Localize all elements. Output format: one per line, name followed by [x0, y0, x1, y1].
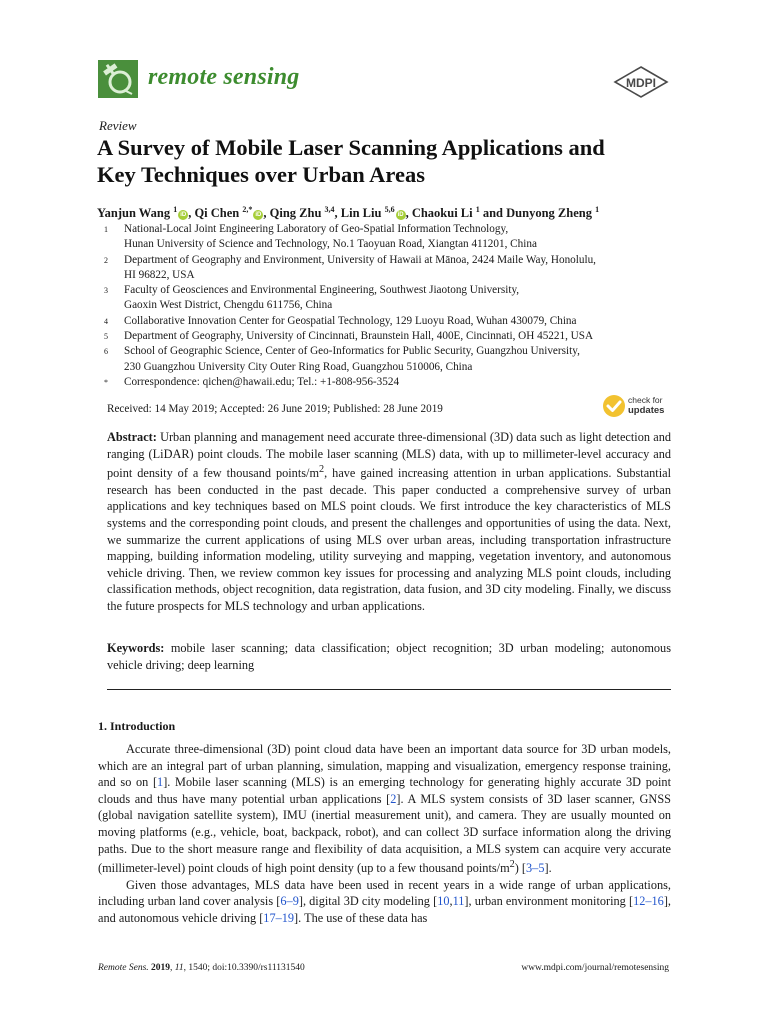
author-affiliation-marker: 1: [595, 205, 600, 214]
affiliation-item: [104, 283, 684, 314]
reference-link[interactable]: 1: [157, 775, 164, 790]
affiliation-text: [124, 375, 684, 390]
journal-name: remote sensing: [148, 64, 300, 90]
body-text: ], and autonomous vehicle driving [: [98, 894, 671, 926]
section-heading: 1. Introduction: [98, 719, 176, 733]
author-name: Lin Liu: [340, 206, 385, 221]
reference-link[interactable]: 11: [452, 894, 465, 909]
abstract-text-1: Urban planning and management need accurate three-dimensional (3D) data such as light detection and ranging (LiDAR) point clouds. The mobile laser scanning (MLS) data, with up to millimeter-level accuracy and point density of a few thousand points/m: [107, 430, 671, 481]
article-type: Review: [99, 118, 137, 133]
title-line-2: Key Techniques over Urban Areas: [97, 162, 425, 187]
author-list: [97, 205, 697, 221]
affiliation-item: [104, 329, 684, 344]
reference-link[interactable]: 17–19: [263, 911, 295, 926]
author-separator: ,: [405, 206, 412, 221]
author-name: Chaokui Li: [411, 206, 476, 221]
affiliation-number: *: [104, 377, 108, 387]
affiliation-text: [124, 329, 684, 344]
body-text: ], digital 3D city modeling [: [298, 894, 438, 909]
author-name: Qing Zhu: [269, 206, 325, 221]
abstract-sup: 2: [319, 464, 325, 476]
affiliation-item: [104, 344, 684, 375]
body-text: ,: [449, 894, 453, 909]
author-affiliation-marker: 5,6: [384, 205, 395, 214]
citation-footer: Remote Sens. 2019, 11, 1540; doi:10.3390/rs11131540: [98, 963, 305, 973]
paper-title: [97, 134, 687, 188]
affiliation-line: 230 Guangzhou University City Outer Ring Road, Guangzhou 510006, China: [124, 360, 473, 373]
affiliation-text: [124, 222, 684, 253]
affiliation-item: [104, 222, 684, 253]
keywords-text: mobile laser scanning; data classification; object recognition; 3D urban modeling; autonomous vehicle driving; deep learning: [107, 641, 671, 672]
journal-logo-icon: [98, 60, 138, 98]
affiliation-text: [124, 344, 684, 375]
author-separator: ,: [188, 206, 195, 221]
author-name: Dunyong Zheng: [506, 206, 596, 221]
orcid-icon[interactable]: iD: [180, 212, 187, 219]
affiliation-line: School of Geographic Science, Center of Geo-Informatics for Public Security, Guangzhou University,: [124, 345, 580, 358]
abstract-label: Abstract:: [107, 430, 157, 444]
author-affiliation-marker: 3,4: [324, 205, 335, 214]
body-text: Given those advantages, MLS data have been used in recent years in a wide range of urban applications, including urban land cover analysis [: [98, 877, 671, 909]
affiliation-line: Hunan University of Science and Technology, No.1 Taoyuan Road, Xiangtan 411201, China: [124, 238, 537, 251]
affiliation-number: 1: [104, 225, 108, 234]
affiliation-text: [124, 253, 684, 284]
superscript: 2: [509, 859, 515, 871]
author-affiliation-marker: 2,*: [242, 205, 253, 214]
affiliation-line: Department of Geography and Environment, University of Hawaii at Mānoa, 2424 Maile Way, Honolulu,: [124, 253, 596, 266]
paragraph-2: [98, 877, 671, 927]
introduction-body: [98, 741, 671, 927]
affiliation-text: [124, 283, 684, 314]
reference-link[interactable]: 2: [390, 791, 397, 806]
affiliation-item: [104, 314, 684, 329]
body-text: ], urban environment monitoring [: [464, 894, 634, 909]
author-affiliation-marker: 1: [475, 205, 480, 214]
affiliation-number: 3: [104, 286, 108, 296]
mdpi-logo-icon: [613, 66, 669, 98]
paragraph-1: [98, 741, 671, 877]
body-text: ]. The use of these data has: [294, 911, 428, 926]
body-text: ].: [544, 861, 552, 876]
reference-link[interactable]: 12–16: [633, 894, 664, 909]
check-updates-icon: [602, 394, 626, 418]
keywords: [107, 640, 671, 673]
body-text: ) [: [514, 861, 527, 876]
reference-link[interactable]: 6–9: [280, 894, 299, 909]
affiliation-line: Correspondence: qichen@hawaii.edu; Tel.: +1-808-956-3524: [124, 375, 400, 388]
affiliation-line: Gaoxin West District, Chengdu 611756, China: [124, 299, 333, 312]
author-name: Qi Chen: [194, 206, 243, 221]
body-text: Accurate three-dimensional (3D) point cloud data have been an important data source for 3D urban models, which are an integral part of urban planning, simulation, mapping and visualization, emergency response training, and so on [: [98, 742, 671, 790]
publication-dates: Received: 14 May 2019; Accepted: 26 June 2019; Published: 28 June 2019: [107, 403, 443, 415]
affiliation-text: [124, 314, 684, 329]
affiliation-line: Faculty of Geosciences and Environmental Engineering, Southwest Jiaotong University,: [124, 284, 520, 297]
affiliation-number: 4: [104, 316, 108, 326]
affiliation-number: 2: [104, 255, 108, 265]
author-affiliation-marker: 1: [173, 205, 178, 214]
affiliation-line: National-Local Joint Engineering Laboratory of Geo-Spatial Information Technology,: [124, 223, 509, 235]
check-updates-label: check for updates: [628, 395, 665, 416]
affiliation-number: 6: [104, 347, 108, 357]
author-name: Yanjun Wang: [97, 206, 174, 221]
affiliation-number: 5: [104, 332, 108, 342]
reference-link[interactable]: 3–5: [526, 861, 545, 876]
keywords-label: Keywords:: [107, 641, 165, 655]
affiliation-line: Department of Geography, University of Cincinnati, Braunstein Hall, 400E, Cincinnati, OH 45221, USA: [124, 330, 594, 343]
author-separator: ,: [263, 206, 270, 221]
publisher-name: MDPI: [626, 76, 656, 90]
body-text: ]. Mobile laser scanning (MLS) is an emerging technology for generating highly accurate 3D point clouds and thus have many potential urban applications [: [98, 775, 671, 806]
orcid-icon[interactable]: iD: [255, 212, 262, 219]
author-separator: and: [479, 206, 507, 221]
body-text: ]. A MLS system consists of 3D laser scanner, GNSS (global navigation satellite system), IMU (inertial measurement unit), and camera. They are usually mounted on moving platforms (e.g., vehicle, boat, backpack, robot), and can collect 3D surface information along the driving paths. Due to the short measure range and flexibility of data acquisition, a MLS system can acquire very accurate (millimeter-level) point clouds of high point density (up to a few thousand points/m: [98, 791, 671, 876]
title-line-1: A Survey of Mobile Laser Scanning Applications and: [97, 135, 605, 160]
abstract: [107, 429, 671, 615]
affiliation-item: [104, 375, 684, 390]
affiliation-list: [104, 222, 684, 390]
affiliation-line: Collaborative Innovation Center for Geospatial Technology, 129 Luoyu Road, Wuhan 430079, China: [124, 314, 577, 327]
abstract-text-2: , have gained increasing attention in urban applications. Substantial research has been conducted in the past decade. This paper conducted a comprehensive survey of urban applications and key techniques based on MLS point clouds. We first introduce the key characteristics of MLS systems and the corresponding point clouds, and present the challenges and opportunities of using the data. Next, we summarize the current applications of using MLS over urban areas, including transportation infrastructure mapping, building information modeling, utility surveying and mapping, vegetation inventory, and autonomous vehicle driving. Then, we review common key issues for processing and analyzing MLS point clouds, including classification methods, object recognition, data registration, data fusion, and 3D city modeling. Finally, we discuss the future prospects for MLS technology and urban applications.: [107, 466, 672, 614]
divider: [107, 689, 671, 690]
affiliation-line: HI 96822, USA: [124, 268, 195, 281]
journal-url[interactable]: www.mdpi.com/journal/remotesensing: [521, 963, 669, 973]
reference-link[interactable]: 10: [437, 894, 450, 909]
orcid-icon[interactable]: iD: [397, 212, 404, 219]
author-separator: ,: [334, 206, 341, 221]
affiliation-item: [104, 253, 684, 284]
check-for-updates-badge[interactable]: [602, 394, 672, 420]
